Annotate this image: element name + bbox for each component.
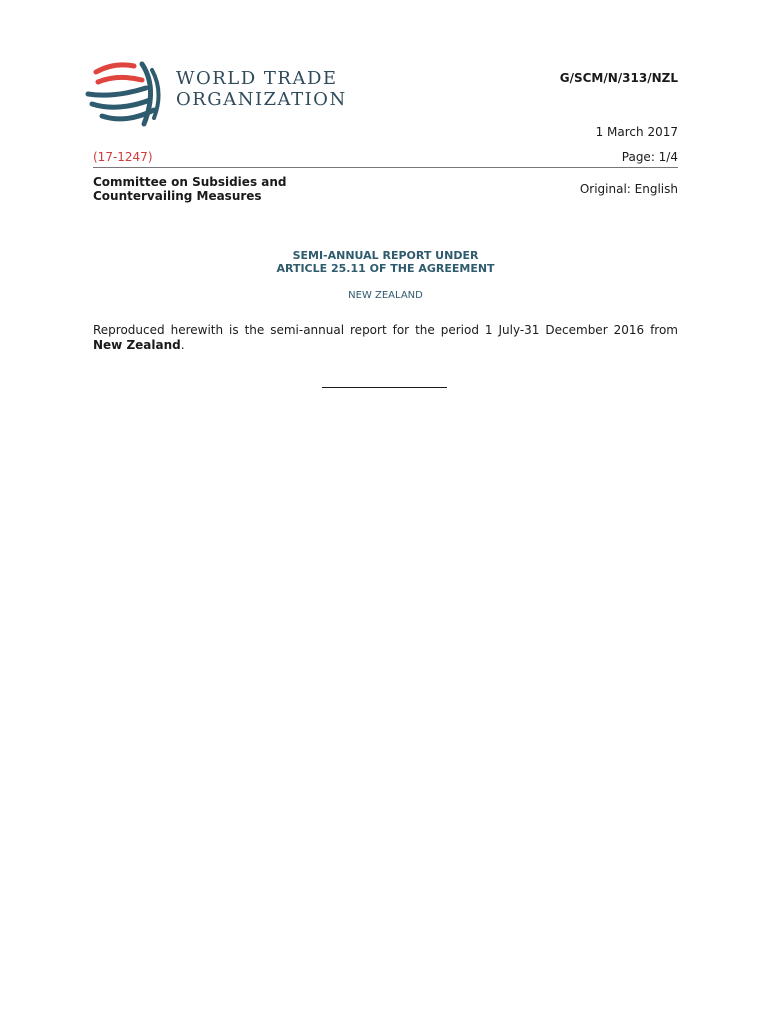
org-name-line1: WORLD TRADE bbox=[176, 68, 338, 89]
document-symbol: G/SCM/N/313/NZL bbox=[559, 71, 678, 85]
body-paragraph bbox=[93, 323, 678, 353]
document-date: 1 March 2017 bbox=[595, 125, 678, 139]
document-reference: (17-1247) bbox=[93, 150, 153, 164]
original-language: Original: English bbox=[579, 182, 678, 196]
org-name-line2: ORGANIZATION bbox=[176, 89, 347, 110]
body-end-punctuation: . bbox=[180, 338, 185, 352]
document-title bbox=[93, 249, 678, 275]
header-divider bbox=[93, 167, 678, 168]
title-line2: ARTICLE 25.11 OF THE AGREEMENT bbox=[276, 262, 495, 275]
wto-logo-icon bbox=[84, 58, 164, 130]
page-number: Page: 1/4 bbox=[621, 150, 678, 164]
organization-name bbox=[176, 68, 347, 110]
end-divider bbox=[322, 387, 447, 388]
committee-name: Committee on Subsidies and Countervailing Measures bbox=[93, 175, 287, 203]
body-member-name: New Zealand bbox=[93, 338, 181, 352]
member-name: NEW ZEALAND bbox=[348, 290, 423, 301]
title-line1: SEMI-ANNUAL REPORT UNDER bbox=[292, 249, 479, 262]
body-text: Reproduced herewith is the semi-annual report for the period 1 July-31 December 2016 from bbox=[93, 323, 678, 337]
